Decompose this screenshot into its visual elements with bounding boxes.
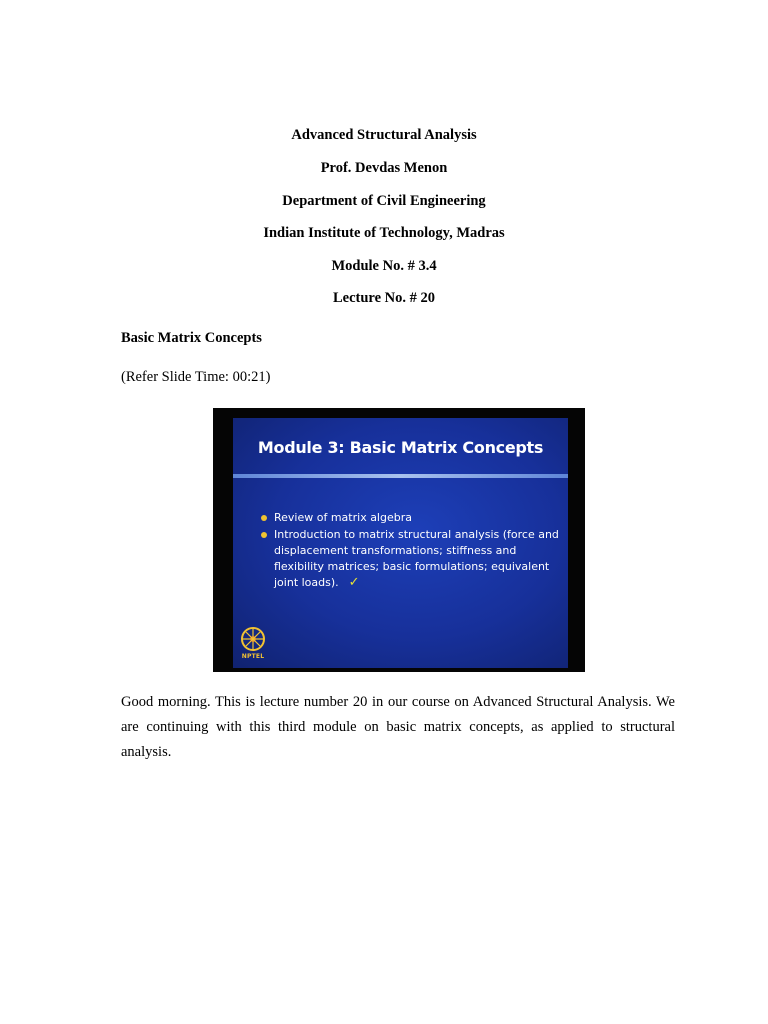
slide-bullet-text: Introduction to matrix structural analysis (force and displacement transformations; stiffness and flexibility matrices; basic formulations; equivalent joint loads). xyxy=(274,528,559,589)
nptel-wheel-icon xyxy=(237,625,269,653)
slide-bullet-text: Review of matrix algebra xyxy=(274,511,412,524)
bullet-dot-icon xyxy=(261,515,267,521)
slide-image xyxy=(213,408,585,672)
slide-content xyxy=(233,418,568,668)
department-name: Department of Civil Engineering xyxy=(282,193,486,209)
lecture-number: Lecture No. # 20 xyxy=(332,290,436,306)
institute-name: Indian Institute of Technology, Madras xyxy=(263,225,505,241)
slide-divider xyxy=(233,474,568,478)
course-title: Advanced Structural Analysis xyxy=(291,127,477,143)
check-mark-icon: ✓ xyxy=(348,575,360,590)
slide-bullet-item xyxy=(261,527,561,591)
professor-name: Prof. Devdas Menon xyxy=(320,160,448,176)
slide-bullet-list xyxy=(261,510,561,592)
slide-bullet-item xyxy=(261,510,561,526)
nptel-logo xyxy=(237,625,269,665)
module-number: Module No. # 3.4 xyxy=(331,258,437,274)
lecture-paragraph: Good morning. This is lecture number 20 in our course on Advanced Structural Analysis. We are continuing with this third module on basic matrix concepts, as applied to structural analysis. xyxy=(121,694,675,760)
bullet-dot-icon xyxy=(261,532,267,538)
slide-title: Module 3: Basic Matrix Concepts xyxy=(257,438,544,457)
nptel-label: NPTEL xyxy=(241,653,265,660)
slide-time-reference: (Refer Slide Time: 00:21) xyxy=(121,369,271,385)
section-heading: Basic Matrix Concepts xyxy=(121,330,262,346)
